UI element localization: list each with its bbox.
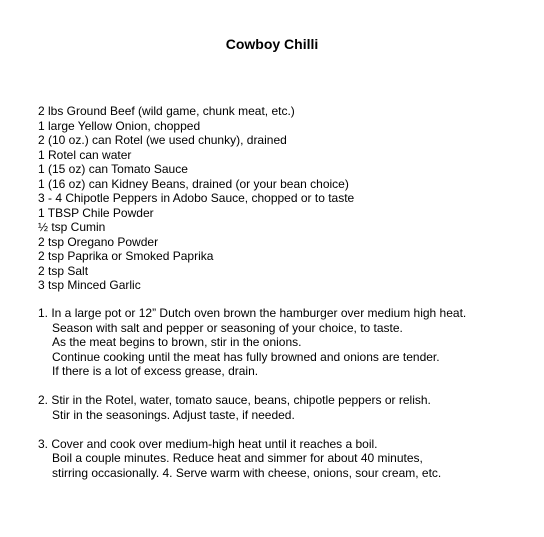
ingredient-list	[38, 104, 354, 293]
recipe-title: Cowboy Chilli	[225, 36, 319, 52]
ingredient-item: 2 lbs Ground Beef (wild game, chunk meat, etc.)	[38, 104, 295, 118]
step-line: Season with salt and pepper or seasoning of your choice, to taste.	[52, 320, 403, 335]
step-line: 3. Cover and cook over medium-high heat until it reaches a boil.	[38, 436, 378, 451]
ingredient-item: 1 Rotel can water	[38, 147, 132, 162]
instruction-step-2	[38, 393, 466, 422]
ingredient-item: 1 TBSP Chile Powder	[38, 205, 154, 220]
ingredient-item: 3 - 4 Chipotle Peppers in Adobo Sauce, chopped or to taste	[38, 191, 355, 205]
step-line: Continue cooking until the meat has fully browned and onions are tender.	[52, 349, 440, 364]
ingredient-item: 1 large Yellow Onion, chopped	[38, 118, 201, 133]
ingredient-item: 2 tsp Salt	[38, 263, 89, 278]
instruction-step-3	[38, 437, 466, 481]
ingredient-item: 1 (15 oz) can Tomato Sauce	[38, 162, 188, 176]
step-line: stirring occasionally. 4. Serve warm with cheese, onions, sour cream, etc.	[52, 465, 442, 480]
instruction-step-1	[38, 306, 466, 379]
step-line: Boil a couple minutes. Reduce heat and simmer for about 40 minutes,	[52, 451, 423, 465]
step-line: 2. Stir in the Rotel, water, tomato sauce, beans, chipotle peppers or relish.	[38, 393, 431, 407]
step-line: If there is a lot of excess grease, drain.	[52, 364, 259, 378]
ingredient-item: 2 (10 oz.) can Rotel (we used chunky), drained	[38, 133, 287, 147]
ingredient-item: 3 tsp Minced Garlic	[38, 278, 141, 292]
ingredient-item: 2 tsp Oregano Powder	[38, 234, 159, 249]
ingredient-item: 2 tsp Paprika or Smoked Paprika	[38, 249, 214, 263]
step-line: 1. In a large pot or 12” Dutch oven brown the hamburger over medium high heat.	[38, 306, 467, 320]
instruction-list	[38, 306, 466, 495]
step-line: Stir in the seasonings. Adjust taste, if needed.	[52, 407, 295, 422]
ingredient-item: 1 (16 oz) can Kidney Beans, drained (or your bean choice)	[38, 176, 349, 191]
step-line: As the meat begins to brown, stir in the onions.	[52, 335, 302, 349]
ingredient-item: ½ tsp Cumin	[38, 220, 106, 234]
